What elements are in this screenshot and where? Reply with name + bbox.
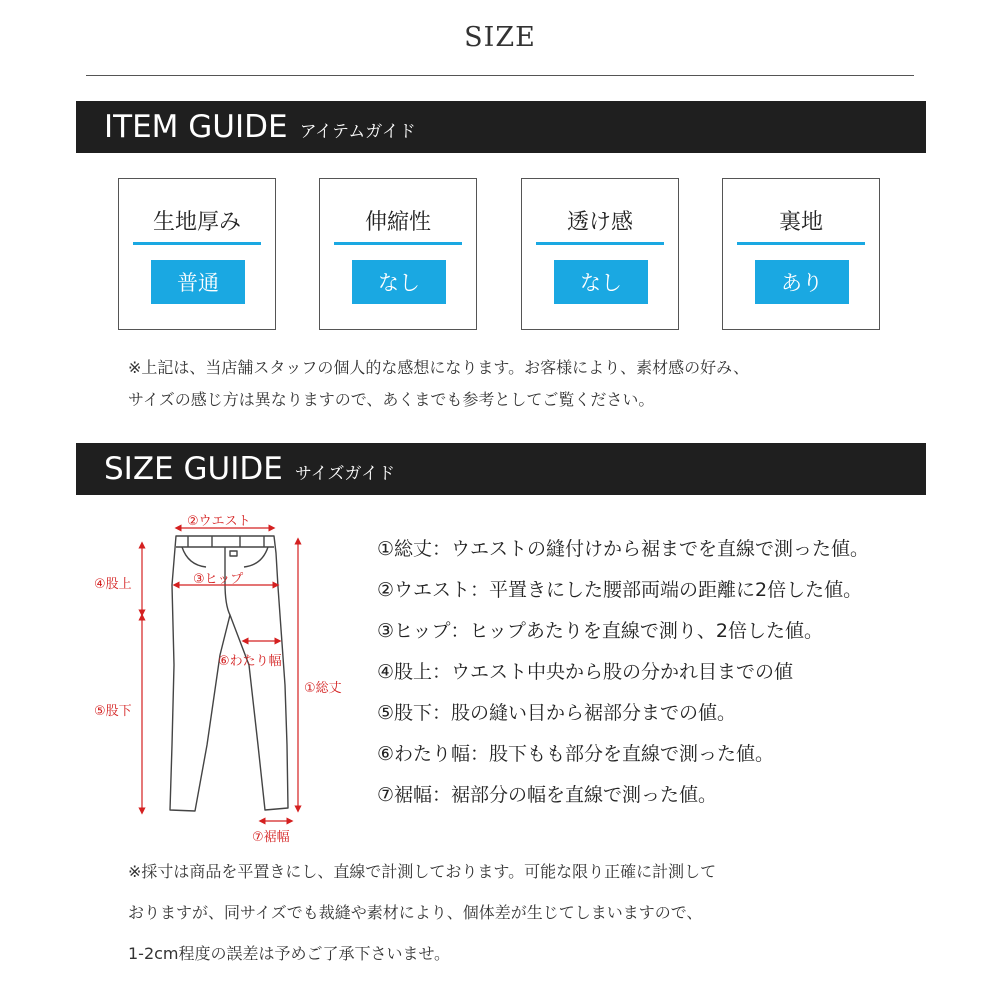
diagram-label-rise: ④股上 — [94, 577, 132, 592]
guide-box-label: 裏地 — [778, 210, 823, 235]
diagram-label-waist: ②ウエスト — [187, 514, 251, 529]
note-line: サイズの感じ方は異なりますので、あくまでも参考としてご覧ください。 — [128, 390, 655, 409]
item-guide-title: ITEM GUIDE — [104, 109, 288, 145]
guide-box-label: 伸縮性 — [364, 210, 431, 235]
guide-box-label: 透け感 — [566, 210, 633, 235]
guide-box-value: あり — [755, 260, 849, 304]
definition-item: ①総丈：ウエストの縫付けから裾までを直線で測った値。 — [377, 538, 870, 560]
guide-box-value: 普通 — [151, 260, 245, 304]
note-line: 1-2cm程度の誤差は予めご了承下さいませ。 — [128, 944, 451, 963]
size-definitions — [377, 529, 869, 816]
page-title: SIZE — [464, 22, 536, 53]
pants-diagram — [80, 505, 370, 850]
guide-box-value: なし — [554, 260, 648, 304]
guide-box-label: 生地厚み — [152, 210, 241, 235]
diagram-label-thigh: ⑥わたり幅 — [218, 654, 282, 669]
size-guide-title: SIZE GUIDE — [104, 451, 283, 487]
title-divider — [86, 75, 914, 76]
diagram-label-inseam: ⑤股下 — [94, 704, 132, 719]
size-guide-header — [76, 443, 926, 495]
definition-item: ③ヒップ：ヒップあたりを直線で測り、2倍した値。 — [377, 620, 823, 642]
guide-box-fabric-thickness — [118, 178, 276, 330]
item-guide-subtitle: アイテムガイド — [299, 121, 416, 142]
guide-box-stretch — [319, 178, 477, 330]
definition-item: ②ウエスト：平置きにした腰部両端の距離に2倍した値。 — [377, 579, 863, 601]
note-line: ※採寸は商品を平置きにし、直線で計測しております。可能な限り正確に計測して — [128, 862, 717, 881]
definition-item: ⑦裾幅：裾部分の幅を直線で測った値。 — [377, 784, 718, 806]
diagram-label-hem: ⑦裾幅 — [252, 830, 290, 845]
guide-box-underline — [536, 242, 664, 245]
note-line: ※上記は、当店舗スタッフの個人的な感想になります。お客様により、素材感の好み、 — [128, 358, 750, 377]
size-guide-note — [128, 851, 716, 974]
definition-item: ⑥わたり幅：股下もも部分を直線で測った値。 — [377, 743, 775, 765]
item-guide-header — [76, 101, 926, 153]
guide-box-underline — [737, 242, 865, 245]
guide-box-underline — [133, 242, 261, 245]
diagram-label-length: ①総丈 — [304, 681, 342, 696]
definition-item: ④股上：ウエスト中央から股の分かれ目までの値 — [377, 661, 794, 683]
size-guide-subtitle: サイズガイド — [294, 463, 395, 484]
item-guide-note — [128, 352, 749, 416]
guide-box-underline — [334, 242, 462, 245]
guide-box-lining — [722, 178, 880, 330]
definition-item: ⑤股下：股の縫い目から裾部分までの値。 — [377, 702, 737, 724]
diagram-label-hip: ③ヒップ — [193, 572, 244, 587]
guide-box-sheerness — [521, 178, 679, 330]
guide-box-value: なし — [352, 260, 446, 304]
note-line: おりますが、同サイズでも裁縫や素材により、個体差が生じてしまいますので、 — [128, 903, 703, 922]
